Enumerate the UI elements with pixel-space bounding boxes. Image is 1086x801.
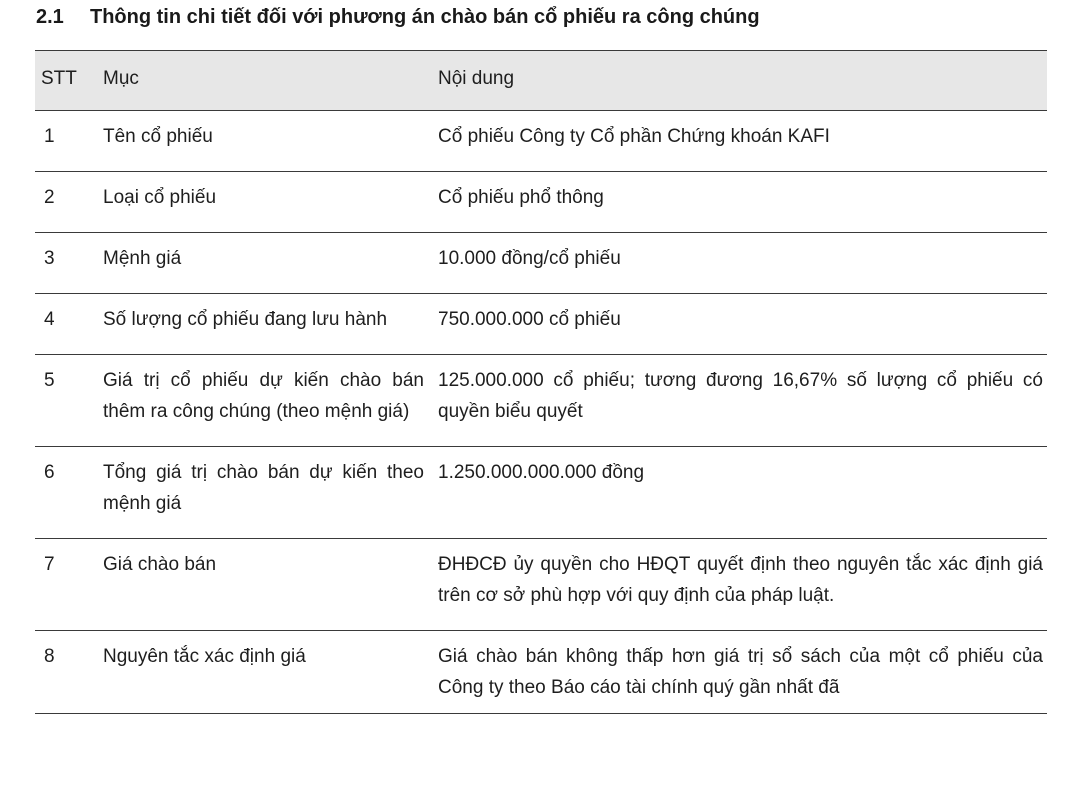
row-item: Giá trị cổ phiếu dự kiến chào bán thêm ra công chúng (theo mệnh giá) xyxy=(103,355,438,447)
row-item: Số lượng cổ phiếu đang lưu hành xyxy=(103,294,438,355)
row-content: Cổ phiếu phổ thông xyxy=(438,172,1047,233)
row-content: 1.250.000.000.000 đồng xyxy=(438,447,1047,539)
row-item: Loại cổ phiếu xyxy=(103,172,438,233)
header-item: Mục xyxy=(103,51,438,111)
row-stt: 7 xyxy=(35,539,103,631)
row-stt: 3 xyxy=(35,233,103,294)
table-row xyxy=(35,111,1047,172)
row-stt: 8 xyxy=(35,631,103,714)
table-row xyxy=(35,539,1047,631)
section-heading xyxy=(36,6,760,29)
row-item: Tên cổ phiếu xyxy=(103,111,438,172)
table-header-row xyxy=(35,51,1047,111)
row-item: Nguyên tắc xác định giá xyxy=(103,631,438,714)
row-content: ĐHĐCĐ ủy quyền cho HĐQT quyết định theo nguyên tắc xác định giá trên cơ sở phù hợp với quy định của pháp luật. xyxy=(438,539,1047,631)
header-content: Nội dung xyxy=(438,51,1047,111)
table-row xyxy=(35,172,1047,233)
row-stt: 2 xyxy=(35,172,103,233)
row-stt: 1 xyxy=(35,111,103,172)
row-item: Mệnh giá xyxy=(103,233,438,294)
row-content: Giá chào bán không thấp hơn giá trị sổ sách của một cổ phiếu của Công ty theo Báo cáo tài chính quý gần nhất đã xyxy=(438,631,1047,714)
row-item: Giá chào bán xyxy=(103,539,438,631)
offering-details-table xyxy=(35,50,1047,714)
table-row xyxy=(35,631,1047,714)
row-content: 125.000.000 cổ phiếu; tương đương 16,67% số lượng cổ phiếu có quyền biểu quyết xyxy=(438,355,1047,447)
row-content: 750.000.000 cổ phiếu xyxy=(438,294,1047,355)
section-title: Thông tin chi tiết đối với phương án chào bán cổ phiếu ra công chúng xyxy=(90,6,760,28)
row-content: 10.000 đồng/cổ phiếu xyxy=(438,233,1047,294)
header-stt: STT xyxy=(35,51,103,111)
row-content: Cổ phiếu Công ty Cổ phần Chứng khoán KAFI xyxy=(438,111,1047,172)
table-row xyxy=(35,233,1047,294)
section-number: 2.1 xyxy=(36,6,64,28)
row-item: Tổng giá trị chào bán dự kiến theo mệnh giá xyxy=(103,447,438,539)
row-stt: 4 xyxy=(35,294,103,355)
row-stt: 6 xyxy=(35,447,103,539)
table-row xyxy=(35,447,1047,539)
table-row xyxy=(35,294,1047,355)
row-stt: 5 xyxy=(35,355,103,447)
table-row xyxy=(35,355,1047,447)
